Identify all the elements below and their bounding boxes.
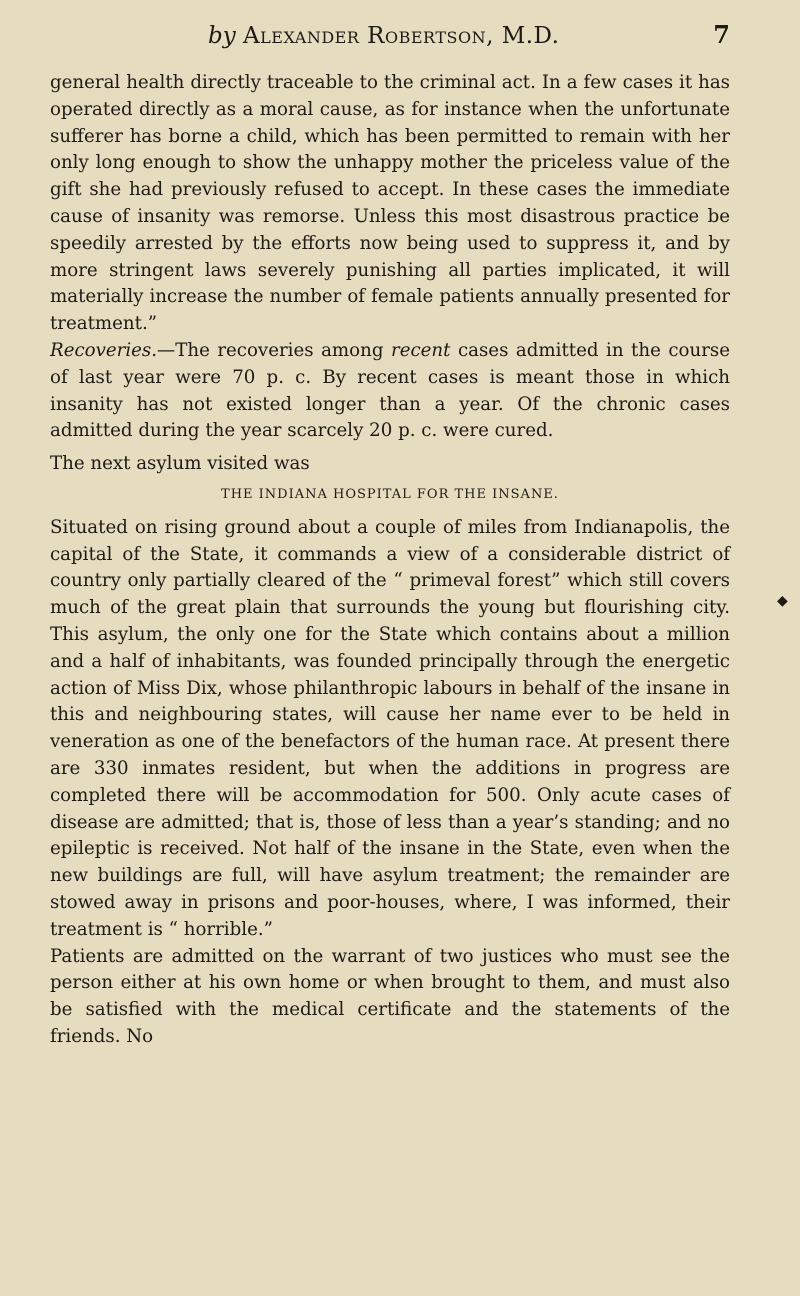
running-head [50,20,730,54]
side-heading-recoveries: Recoveries. [50,339,158,361]
paragraph-indiana-hospital: Situated on rising ground about a couple of miles from Indianapolis, the capital of the State, it commands a view of a considerable district of country only partially cleared of the “ primeval forest” which still covers much of the great plain that surrounds the young but flourishing city. This asylum, the only one for the State which contains about a million and a half of inhabitants, was founded principally through the energetic action of Miss Dix, whose philanthropic labours in behalf of the insane in this and neighbouring states, will cause her name ever to be held in veneration as one of the benefactors of the human race. At present there are 330 inmates resident, but when the additions in progress are completed there will be accommodation for 500. Only acute cases of disease are admitted; that is, those of less than a year’s standing; and no epileptic is received. Not half of the insane in the State, even when the new buildings are full, will have asylum treatment; the remainder are stowed away in prisons and poor-houses, where, I was informed, their treatment is “ horrible.” [50,516,730,940]
running-head-author: Alexander Robertson, M.D. [243,23,560,49]
paragraph-next-asylum: The next asylum visited was [50,453,310,475]
recoveries-text-rest: cases admitted in the course of last year were 70 p. c. By recent cases is meant those in which insanity has not existed longer than a year. Of the chronic cases admitted during the year scarcely 20 p. c. were cured. [50,339,730,442]
running-head-by: by [208,23,236,49]
paragraph-recoveries [50,338,730,445]
running-head-author-line [208,23,560,49]
recoveries-text-start: —The recoveries among [157,339,391,361]
paragraph-admission: Patients are admitted on the warrant of two justices who must see the person either at his own home or when brought to them, and must also be satisfied with the medical certificate and the statements of the friends. No [50,945,730,1047]
body-text [50,70,730,1051]
margin-mark: ◆ [777,593,788,609]
recoveries-italic-word: recent [391,339,451,361]
paragraph-continuation: general health directly traceable to the criminal act. In a few cases it has operated directly as a moral cause, as for instance when the unfortunate sufferer has borne a child, which has been permitted to remain with her only long enough to show the unhappy mother the priceless value of the gift she had previously refused to accept. In these cases the immediate cause of insanity was remorse. Unless this most disastrous practice be speedily arrested by the efforts now being used to suppress it, and by more stringent laws severely punishing all parties implicated, it will materially increase the number of female patients annually presented for treatment.” [50,72,730,335]
section-heading: THE INDIANA HOSPITAL FOR THE INSANE. [221,486,559,502]
page-number: 7 [713,20,730,49]
